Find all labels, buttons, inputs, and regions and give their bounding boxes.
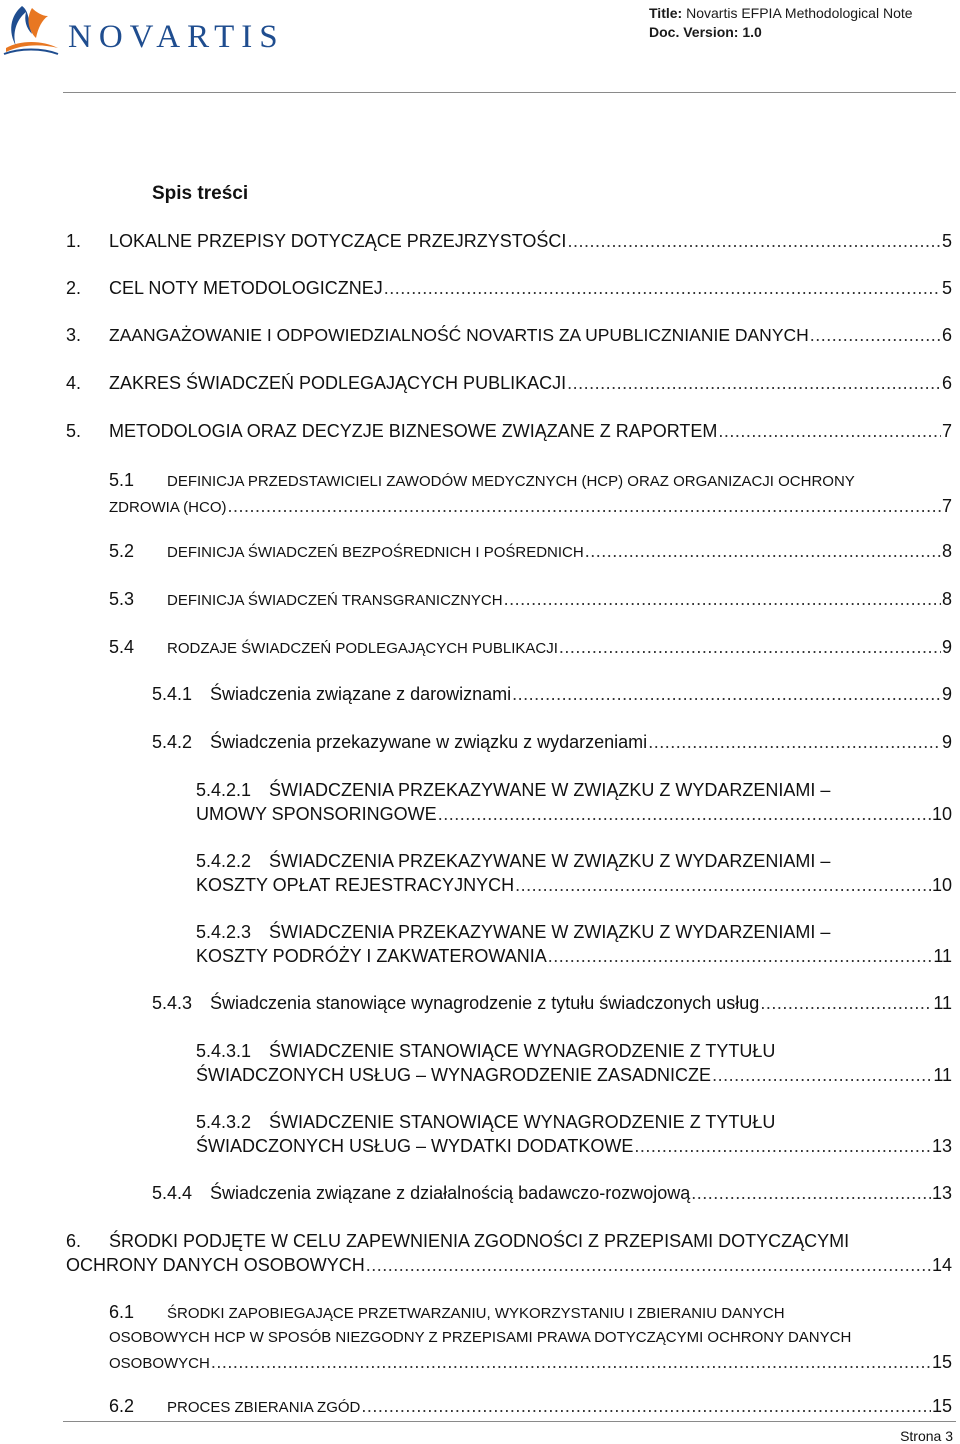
entry-number: 2. xyxy=(66,278,82,298)
dot-leader xyxy=(585,539,941,563)
novartis-logo xyxy=(2,2,302,58)
entry-page: 14 xyxy=(931,1255,952,1275)
footer-divider xyxy=(63,1421,956,1422)
entry-text-line2: KOSZTY PODRÓŻY I ZAKWATEROWANIA xyxy=(196,946,547,966)
dot-leader xyxy=(512,682,941,706)
toc-entry[interactable] xyxy=(109,468,952,520)
title-label: Title: xyxy=(649,5,683,21)
entry-text-line2: ZDROWIA (HCO) xyxy=(109,499,227,516)
toc-entry[interactable] xyxy=(109,539,952,565)
entry-number: 5.1 xyxy=(109,470,135,490)
entry-text-line2: OSOBOWYCH HCP W SPOSÓB NIEZGODNY Z PRZEPISAMI PRAWA DOTYCZĄCYMI OCHRONY DANYCH xyxy=(109,1329,852,1346)
dot-leader xyxy=(567,229,941,253)
toc-entry[interactable] xyxy=(196,849,952,897)
toc-entry[interactable] xyxy=(152,1181,952,1205)
toc-entry[interactable] xyxy=(109,1300,952,1376)
entry-number: 5.4.3.2 xyxy=(196,1112,252,1132)
version-label: Doc. Version: xyxy=(649,24,739,40)
entry-page: 10 xyxy=(931,875,952,895)
entry-text: RODZAJE ŚWIADCZEŃ PODLEGAJĄCYCH PUBLIKACJI xyxy=(167,640,558,657)
dot-leader xyxy=(559,635,941,659)
toc-entry[interactable] xyxy=(196,778,952,826)
document-meta xyxy=(649,4,913,42)
entry-page: 5 xyxy=(941,278,952,298)
toc-entry[interactable] xyxy=(109,587,952,613)
dot-leader xyxy=(691,1181,931,1205)
entry-number: 5.4 xyxy=(109,637,135,657)
dot-leader xyxy=(228,494,941,518)
dot-leader xyxy=(634,1134,931,1158)
dot-leader xyxy=(361,1394,931,1418)
entry-page: 11 xyxy=(933,946,952,966)
entry-page: 7 xyxy=(941,496,952,516)
entry-text-line1: ŚWIADCZENIE STANOWIĄCE WYNAGRODZENIE Z TYTUŁU xyxy=(269,1041,776,1061)
entry-text: ZAANGAŻOWANIE I ODPOWIEDZIALNOŚĆ NOVARTIS ZA UPUBLICZNIANIE DANYCH xyxy=(109,325,809,345)
entry-number: 5. xyxy=(66,421,82,441)
entry-number: 5.4.3 xyxy=(152,993,193,1013)
entry-text-line2: KOSZTY OPŁAT REJESTRACYJNYCH xyxy=(196,875,515,895)
entry-number: 6.2 xyxy=(109,1396,135,1416)
dot-leader xyxy=(384,276,941,300)
toc-entry[interactable] xyxy=(66,371,952,395)
entry-text-line3: OSOBOWYCH xyxy=(109,1355,210,1372)
entry-text: ZAKRES ŚWIADCZEŃ PODLEGAJĄCYCH PUBLIKACJI xyxy=(109,373,567,393)
page-header xyxy=(0,0,960,96)
toc-entry[interactable] xyxy=(152,682,952,706)
entry-text: DEFINICJA ŚWIADCZEŃ TRANSGRANICZNYCH xyxy=(167,592,503,609)
dot-leader xyxy=(810,323,941,347)
entry-text-line2: OCHRONY DANYCH OSOBOWYCH xyxy=(66,1255,365,1275)
entry-number: 5.4.3.1 xyxy=(196,1041,252,1061)
toc-entry[interactable] xyxy=(152,991,952,1015)
entry-text: Świadczenia związane z darowiznami xyxy=(210,684,512,704)
entry-text: METODOLOGIA ORAZ DECYZJE BIZNESOWE ZWIĄZANE Z RAPORTEM xyxy=(109,421,718,441)
header-divider xyxy=(63,92,956,93)
dot-leader xyxy=(366,1253,931,1277)
entry-page: 15 xyxy=(931,1352,952,1372)
entry-page: 6 xyxy=(941,325,952,345)
dot-leader xyxy=(712,1063,932,1087)
dot-leader xyxy=(438,802,931,826)
entry-page: 11 xyxy=(933,993,952,1013)
entry-text: LOKALNE PRZEPISY DOTYCZĄCE PRZEJRZYSTOŚCI xyxy=(109,231,567,251)
document-version: 1.0 xyxy=(742,24,762,40)
entry-page: 8 xyxy=(941,541,952,561)
toc-entry[interactable] xyxy=(66,229,952,253)
dot-leader xyxy=(504,587,941,611)
entry-number: 3. xyxy=(66,325,82,345)
entry-text: Świadczenia związane z działalnością badawczo-rozwojową xyxy=(210,1183,691,1203)
entry-text-line1: ŚWIADCZENIA PRZEKAZYWANE W ZWIĄZKU Z WYDARZENIAMI – xyxy=(269,851,831,871)
entry-number: 5.2 xyxy=(109,541,135,561)
entry-text-line1: ŚRODKI ZAPOBIEGAJĄCE PRZETWARZANIU, WYKORZYSTANIU I ZBIERANIU DANYCH xyxy=(167,1305,785,1322)
toc-entry[interactable] xyxy=(109,635,952,661)
entry-text-line1: ŚWIADCZENIE STANOWIĄCE WYNAGRODZENIE Z TYTUŁU xyxy=(269,1112,776,1132)
toc-entry[interactable] xyxy=(196,1039,952,1087)
entry-text: DEFINICJA ŚWIADCZEŃ BEZPOŚREDNICH I POŚREDNICH xyxy=(167,544,584,561)
dot-leader xyxy=(567,371,941,395)
entry-page: 8 xyxy=(941,589,952,609)
toc-entry[interactable] xyxy=(66,1229,952,1277)
dot-leader xyxy=(718,419,941,443)
entry-text: Świadczenia stanowiące wynagrodzenie z tytułu świadczonych usług xyxy=(210,993,760,1013)
entry-number: 5.4.2.3 xyxy=(196,922,252,942)
toc-entry[interactable] xyxy=(196,1110,952,1158)
entry-page: 7 xyxy=(941,421,952,441)
entry-number: 5.4.1 xyxy=(152,684,193,704)
entry-number: 6.1 xyxy=(109,1302,135,1322)
entry-text: Świadczenia przekazywane w związku z wydarzeniami xyxy=(210,732,648,752)
dot-leader xyxy=(760,991,932,1015)
document-title: Novartis EFPIA Methodological Note xyxy=(686,5,913,21)
dot-leader xyxy=(211,1350,931,1374)
entry-number: 5.4.4 xyxy=(152,1183,193,1203)
entry-text-line2: ŚWIADCZONYCH USŁUG – WYDATKI DODATKOWE xyxy=(196,1136,634,1156)
entry-page: 15 xyxy=(931,1396,952,1416)
entry-number: 6. xyxy=(66,1231,82,1251)
dot-leader xyxy=(648,730,941,754)
dot-leader xyxy=(515,873,931,897)
entry-page: 6 xyxy=(941,373,952,393)
toc-entry[interactable] xyxy=(66,419,952,443)
entry-text: CEL NOTY METODOLOGICZNEJ xyxy=(109,278,383,298)
toc-heading: Spis treści xyxy=(152,183,249,204)
toc-entry[interactable] xyxy=(109,1394,952,1420)
entry-text-line2: UMOWY SPONSORINGOWE xyxy=(196,804,437,824)
page-number: Strona 3 xyxy=(900,1428,953,1444)
entry-page: 10 xyxy=(931,804,952,824)
entry-number: 1. xyxy=(66,231,82,251)
brand-name: NOVARTIS xyxy=(68,19,285,55)
entry-text: PROCES ZBIERANIA ZGÓD xyxy=(167,1399,361,1416)
entry-text-line2: ŚWIADCZONYCH USŁUG – WYNAGRODZENIE ZASADNICZE xyxy=(196,1065,712,1085)
entry-number: 5.3 xyxy=(109,589,135,609)
entry-number: 5.4.2.2 xyxy=(196,851,252,871)
entry-page: 9 xyxy=(941,732,952,752)
entry-page: 9 xyxy=(941,684,952,704)
entry-page: 13 xyxy=(931,1183,952,1203)
flame-logo-icon xyxy=(2,2,60,58)
toc-entry[interactable] xyxy=(152,730,952,754)
entry-text-line1: ŚWIADCZENIA PRZEKAZYWANE W ZWIĄZKU Z WYDARZENIAMI – xyxy=(269,922,831,942)
dot-leader xyxy=(548,944,933,968)
entry-number: 5.4.2.1 xyxy=(196,780,252,800)
entry-page: 11 xyxy=(933,1065,952,1085)
toc-entry[interactable] xyxy=(66,276,952,300)
entry-text-line1: ŚWIADCZENIA PRZEKAZYWANE W ZWIĄZKU Z WYDARZENIAMI – xyxy=(269,780,831,800)
entry-text-line1: DEFINICJA PRZEDSTAWICIELI ZAWODÓW MEDYCZNYCH (HCP) ORAZ ORGANIZACJI OCHRONY xyxy=(167,473,855,490)
toc-entry[interactable] xyxy=(66,323,952,347)
entry-text-line1: ŚRODKI PODJĘTE W CELU ZAPEWNIENIA ZGODNOŚCI Z PRZEPISAMI DOTYCZĄCYMI xyxy=(109,1231,850,1251)
entry-page: 13 xyxy=(931,1136,952,1156)
toc-entry[interactable] xyxy=(196,920,952,968)
entry-number: 5.4.2 xyxy=(152,732,193,752)
entry-number: 4. xyxy=(66,373,82,393)
entry-page: 9 xyxy=(941,637,952,657)
entry-page: 5 xyxy=(941,231,952,251)
